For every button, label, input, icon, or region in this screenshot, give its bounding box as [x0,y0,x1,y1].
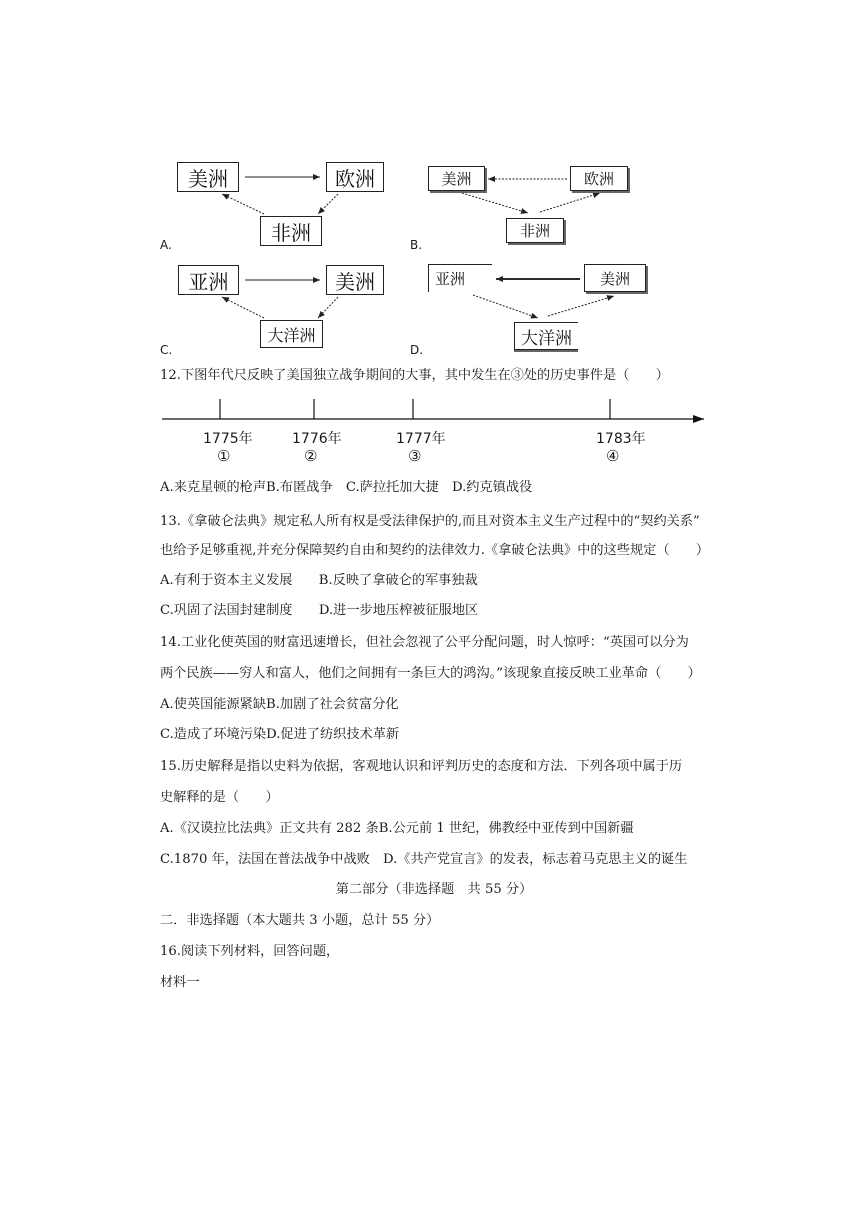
timeline-year-1: 1775年 [203,431,253,447]
q15-options-line2: C.1870 年，法国在普法战争中战败 D.《共产党宣言》的发表，标志着马克思主义的诞生 [160,852,688,867]
timeline-year-2: 1776年 [292,431,342,447]
q15-stem-line2: 史解释的是（ ） [160,790,279,805]
option-a-box-europe: 欧洲 [326,162,384,192]
option-b-box-africa: 非洲 [506,218,564,243]
q14-options-line2: C.造成了环境污染D.促进了纺织技术革新 [160,727,400,742]
q13-stem-line2: 也给予足够重视,并充分保障契约自由和契约的法律效力.《拿破仑法典》中的这些规定（ ） [160,543,710,558]
q13-options-line1: A.有利于资本主义发展 B.反映了拿破仑的军事独裁 [160,573,478,588]
timeline-mark-3: ③ [408,447,422,465]
timeline-axis [0,0,868,470]
timeline-year-4: 1783年 [596,431,646,447]
part2-section: 二．非选择题（本大题共 3 小题，总计 55 分） [160,913,440,928]
timeline-mark-4: ④ [606,447,620,465]
timeline-year-3: 1777年 [396,431,446,447]
option-c-box-americas: 美洲 [326,265,384,295]
part2-title: 第二部分（非选择题 共 55 分） [335,882,533,897]
q12-stem: 12.下图年代尺反映了美国独立战争期间的大事，其中发生在③处的历史事件是（ ） [160,368,669,383]
option-b-box-europe: 欧洲 [570,166,628,191]
q12-options: A.来克星顿的枪声B.布匿战争 C.萨拉托加大捷 D.约克镇战役 [160,480,533,495]
option-d-box-americas: 美洲 [584,264,646,292]
q13-stem-line1: 13.《拿破仑法典》规定私人所有权是受法律保护的,而且对资本主义生产过程中的“契约关系” [160,514,700,529]
option-a-box-africa: 非洲 [260,216,322,246]
option-a-box-americas: 美洲 [177,162,239,192]
option-d-box-oceania: 大洋洲 [514,322,578,350]
option-c-label: C. [160,343,173,357]
option-d-box-asia: 亚洲 [428,264,492,292]
q14-options-line1: A.使英国能源紧缺B.加剧了社会贫富分化 [160,697,399,712]
option-c-box-asia: 亚洲 [178,265,239,295]
option-a-label: A. [160,238,172,252]
option-b-label: B. [410,238,423,252]
q15-stem-line1: 15.历史解释是指以史料为依据，客观地认识和评判历史的态度和方法．下列各项中属于历 [160,759,683,774]
timeline-mark-2: ② [304,447,318,465]
q16-material1: 材料一 [160,975,200,990]
option-d-label: D. [410,343,424,357]
q15-options-line1: A.《汉谟拉比法典》正文共有 282 条B.公元前 1 世纪，佛教经中亚传到中国新疆 [160,821,634,836]
q14-stem-line1: 14.工业化使英国的财富迅速增长，但社会忽视了公平分配问题，时人惊呼：“英国可以分为 [160,635,689,650]
option-c-box-oceania: 大洋洲 [260,320,323,348]
q16-stem: 16.阅读下列材料，回答问题， [160,944,340,959]
option-b-box-americas: 美洲 [428,166,485,191]
timeline-mark-1: ① [217,447,231,465]
q13-options-line2: C.巩固了法国封建制度 D.进一步地压榨被征服地区 [160,603,479,618]
q14-stem-line2: 两个民族——穷人和富人，他们之间拥有一条巨大的鸿沟。”该现象直接反映工业革命（ ） [160,666,701,681]
